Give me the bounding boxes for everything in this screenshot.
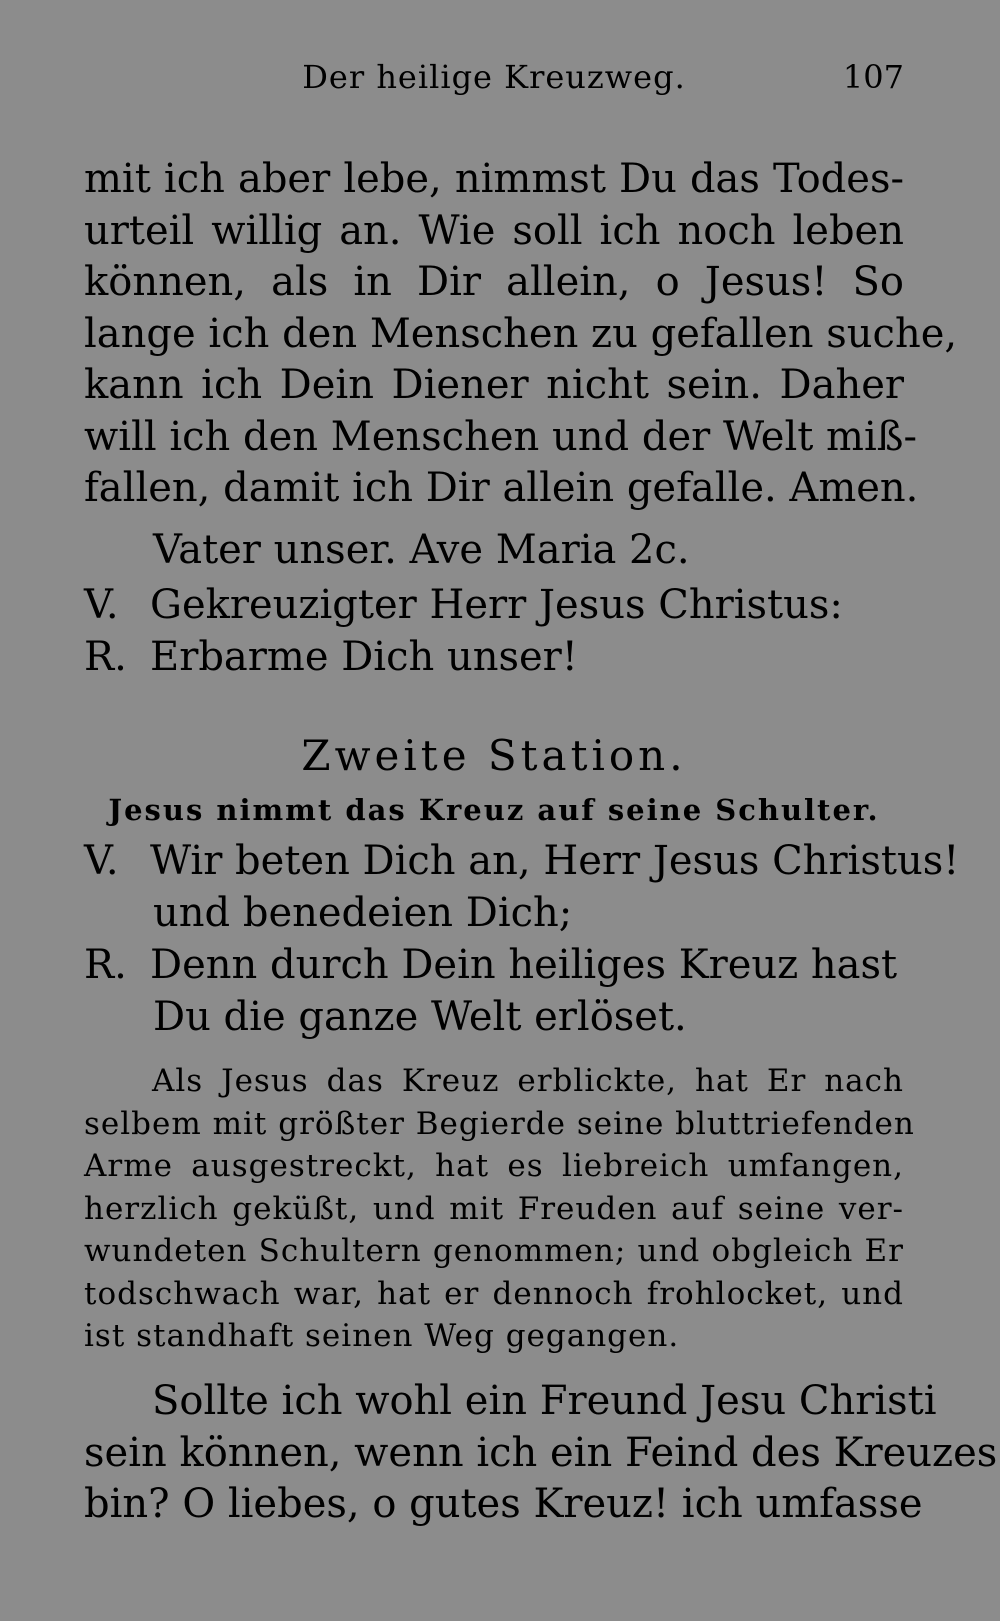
text-line: fallen, damit ich Dir allein gefalle. Amen. [84,465,919,511]
text-line: können, als in Dir allein, o Jesus! So [84,259,904,305]
prayer-paragraph [84,1376,998,1531]
text-line: todschwach war, hat er dennoch frohlocket, und [84,1275,904,1312]
versicle-continuation: und benedeien Dich; [153,890,573,936]
text-line: mit ich aber lebe, nimmst Du das Todes- [84,156,904,202]
response-text: Denn durch Dein heiliges Kreuz hast [150,942,898,988]
paragraph-continuation [84,154,958,515]
text-line: will ich den Menschen und der Welt miß- [84,413,918,460]
text-line: urteil willig an. Wie soll ich noch leben [84,207,904,254]
text-line: kann ich Dein Diener nicht sein. Daher [84,362,904,408]
running-title: Der heilige Kreuzweg. [302,58,686,96]
text-line: ist standhaft seinen Weg gegangen. [84,1318,680,1354]
text-line: Als Jesus das Kreuz erblickte, hat Er nach [152,1063,904,1099]
page-number: 107 [842,58,904,96]
response-continuation: Du die ganze Welt erlöset. [153,994,687,1040]
text-line: lange ich den Menschen zu gefallen suche, [84,310,958,357]
versicle-symbol: V. [84,582,119,628]
text-line: herzlich geküßt, und mit Freuden auf seine ver- [84,1190,904,1227]
versicle-symbol: V. [84,838,119,884]
versicle-text: Wir beten Dich an, Herr Jesus Christus! [150,838,960,884]
station-title: Zweite Station. [301,731,687,780]
meditation-paragraph [84,1060,915,1358]
versicle-text: Gekreuzigter Herr Jesus Christus: [150,582,843,628]
text-line: bin? O liebes, o gutes Kreuz! ich umfasse [84,1481,923,1527]
versicle-1 [84,580,904,632]
text-line: selbem mit größter Begierde seine bluttriefenden [84,1105,915,1142]
text-line: Sollte ich wohl ein Freund Jesu Christi [152,1378,937,1424]
response-1 [84,632,904,684]
response-2 [84,940,904,992]
station-subtitle: Jesus nimmt das Kreuz auf seine Schulter. [108,793,880,827]
response-symbol: R. [84,942,127,988]
text-line: wundeten Schultern genommen; und obgleich Er [84,1233,904,1269]
response-symbol: R. [84,634,127,680]
text-line: Arme ausgestreckt, hat es liebreich umfangen, [84,1148,904,1184]
prayer-line: Vater unser. Ave Maria 2c. [153,527,690,573]
text-line: sein können, wenn ich ein Feind des Kreuzes [84,1429,998,1476]
response-text: Erbarme Dich unser! [150,634,578,680]
page-header [84,58,904,108]
versicle-2 [84,836,960,888]
